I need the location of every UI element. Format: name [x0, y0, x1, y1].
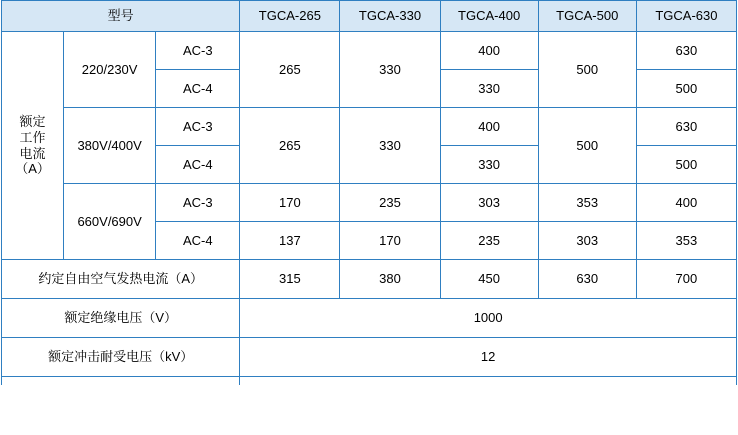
value-380-tgca330: 330: [340, 108, 440, 184]
header-model-label: 型号: [2, 1, 240, 32]
duty-label-ac3-660: AC-3: [156, 184, 240, 222]
value-220-ac3-tgca630: 630: [636, 32, 736, 70]
value-660-ac3-tgca330: 235: [340, 184, 440, 222]
value-660-ac3-tgca400: 303: [440, 184, 538, 222]
value-220-ac4-tgca400: 330: [440, 70, 538, 108]
header-model-4: TGCA-500: [538, 1, 636, 32]
impulse-value: 12: [240, 338, 737, 377]
value-380-tgca500: 500: [538, 108, 636, 184]
table-row: [2, 338, 737, 377]
header-model-5: TGCA-630: [636, 1, 736, 32]
value-220-ac4-tgca630: 500: [636, 70, 736, 108]
value-380-ac4-tgca630: 500: [636, 146, 736, 184]
specification-table: [1, 0, 737, 385]
voltage-label-380: 380V/400V: [64, 108, 156, 184]
table-row-partial: [2, 377, 737, 386]
thermal-tgca330: 380: [340, 260, 440, 299]
voltage-label-660: 660V/690V: [64, 184, 156, 260]
thermal-tgca500: 630: [538, 260, 636, 299]
table-row: [2, 108, 737, 146]
header-model-3: TGCA-400: [440, 1, 538, 32]
value-380-ac3-tgca400: 400: [440, 108, 538, 146]
table-row: [2, 299, 737, 338]
voltage-label-220: 220/230V: [64, 32, 156, 108]
table-header-row: [2, 1, 737, 32]
thermal-tgca265: 315: [240, 260, 340, 299]
value-220-tgca330: 330: [340, 32, 440, 108]
value-660-ac4-tgca400: 235: [440, 222, 538, 260]
value-660-ac4-tgca265: 137: [240, 222, 340, 260]
value-220-tgca265: 265: [240, 32, 340, 108]
value-660-ac3-tgca500: 353: [538, 184, 636, 222]
duty-label-ac3-220: AC-3: [156, 32, 240, 70]
value-380-ac4-tgca400: 330: [440, 146, 538, 184]
value-660-ac4-tgca500: 303: [538, 222, 636, 260]
row-label-thermal-current: 约定自由空气发热电流（A）: [2, 260, 240, 299]
duty-label-ac3-380: AC-3: [156, 108, 240, 146]
table-row: [2, 32, 737, 70]
value-660-ac4-tgca330: 170: [340, 222, 440, 260]
row-label-rated-current: [2, 32, 64, 260]
value-380-ac3-tgca630: 630: [636, 108, 736, 146]
table-row: [2, 260, 737, 299]
row-label-insulation-voltage: 额定绝缘电压（V）: [2, 299, 240, 338]
row-label-line-4: （A）: [15, 161, 50, 177]
value-660-ac3-tgca630: 400: [636, 184, 736, 222]
table-row: [2, 184, 737, 222]
header-model-2: TGCA-330: [340, 1, 440, 32]
thermal-tgca400: 450: [440, 260, 538, 299]
partial-row-label: [2, 377, 240, 386]
duty-label-ac4-380: AC-4: [156, 146, 240, 184]
value-660-ac4-tgca630: 353: [636, 222, 736, 260]
header-model-1: TGCA-265: [240, 1, 340, 32]
insulation-value: 1000: [240, 299, 737, 338]
value-380-tgca265: 265: [240, 108, 340, 184]
duty-label-ac4-660: AC-4: [156, 222, 240, 260]
value-220-ac3-tgca400: 400: [440, 32, 538, 70]
value-660-ac3-tgca265: 170: [240, 184, 340, 222]
duty-label-ac4-220: AC-4: [156, 70, 240, 108]
row-label-line-3: 电流: [19, 145, 46, 161]
thermal-tgca630: 700: [636, 260, 736, 299]
row-label-impulse-voltage: 额定冲击耐受电压（kV）: [2, 338, 240, 377]
row-label-line-1: 额定: [19, 114, 46, 130]
row-label-line-2: 工作: [19, 129, 46, 145]
partial-row-value: [240, 377, 737, 386]
value-220-tgca500: 500: [538, 32, 636, 108]
